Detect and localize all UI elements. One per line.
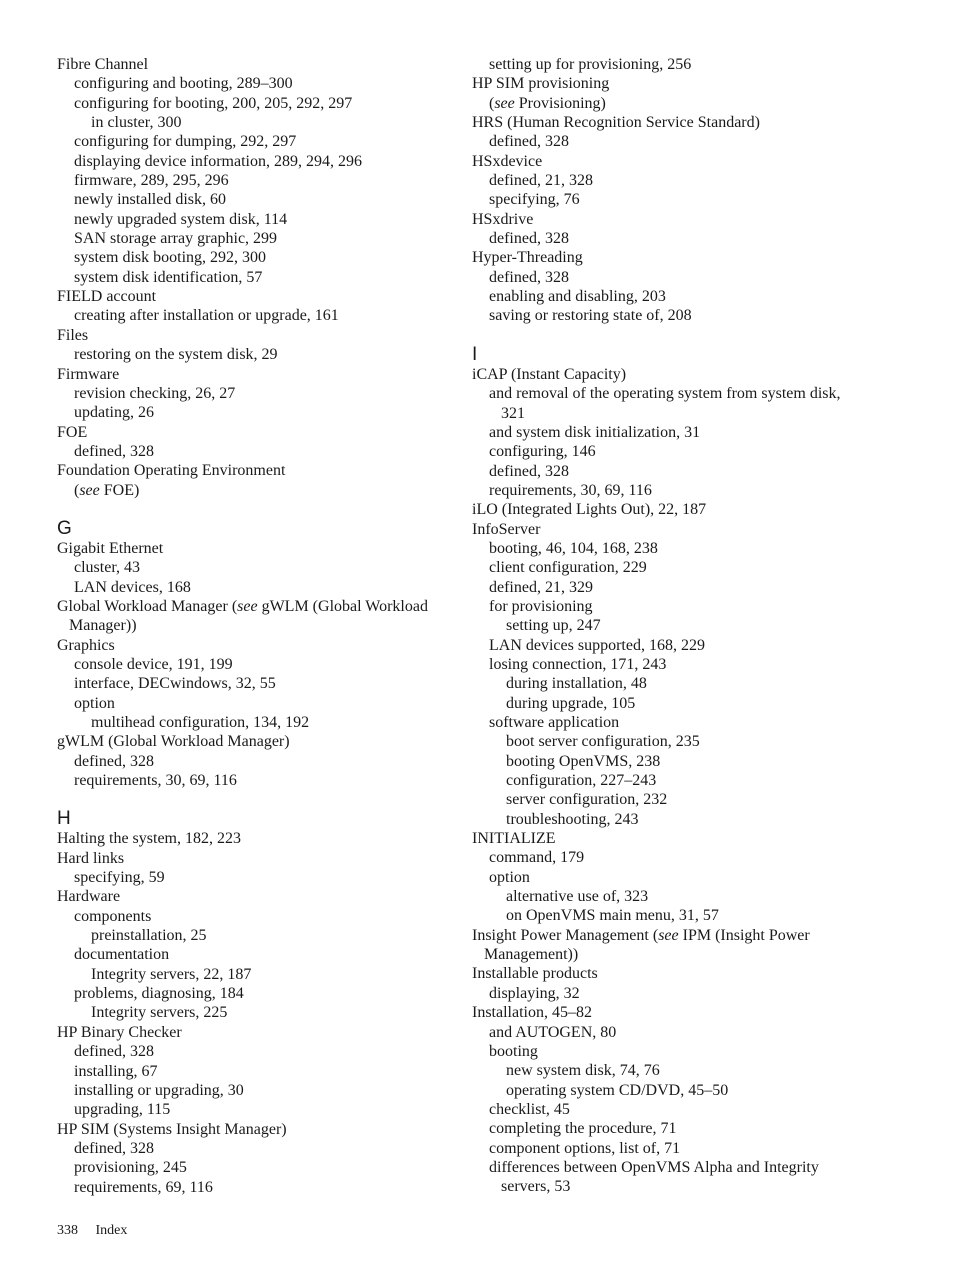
index-entry <box>472 171 872 190</box>
index-entry <box>472 74 872 93</box>
entry-text: Foundation Operating Environment <box>57 462 286 480</box>
index-group-h <box>57 829 457 1197</box>
entry-text: iCAP (Instant Capacity) <box>472 365 627 383</box>
index-entry <box>57 887 457 906</box>
entry-text: specifying, 59 <box>74 869 165 887</box>
index-entry <box>472 306 872 325</box>
index-entry <box>472 1023 872 1042</box>
entry-text: installing or upgrading, 30 <box>74 1081 244 1099</box>
entry-text: defined, 328 <box>74 1139 154 1157</box>
page-number: 338 <box>57 1223 78 1238</box>
entry-text: booting <box>489 1042 538 1060</box>
entry-text: Provisioning) <box>514 94 606 112</box>
index-entry <box>57 190 457 209</box>
index-entry <box>57 945 457 964</box>
index-entry <box>57 326 457 345</box>
index-entry <box>57 461 457 480</box>
entry-text: server configuration, 232 <box>506 791 668 809</box>
index-entry <box>472 113 872 132</box>
index-entry <box>472 906 872 925</box>
index-entry <box>57 984 457 1003</box>
index-entry <box>57 113 457 132</box>
index-entry <box>472 55 872 74</box>
index-entry <box>472 94 872 113</box>
index-group-g <box>57 539 457 790</box>
index-group-h-continued <box>472 55 872 326</box>
entry-text: revision checking, 26, 27 <box>74 384 236 402</box>
entry-text: and AUTOGEN, 80 <box>489 1023 617 1041</box>
entry-text: installing, 67 <box>74 1062 158 1080</box>
entry-text: command, 179 <box>489 849 585 867</box>
index-entry <box>472 964 872 983</box>
entry-text: provisioning, 245 <box>74 1159 187 1177</box>
entry-text: booting, 46, 104, 168, 238 <box>489 539 658 557</box>
entry-text: requirements, 30, 69, 116 <box>74 772 237 790</box>
index-entry <box>472 887 872 906</box>
index-entry <box>472 945 872 964</box>
entry-text: new system disk, 74, 76 <box>506 1062 660 1080</box>
index-entry <box>57 268 457 287</box>
index-entry <box>57 1139 457 1158</box>
entry-text: FOE <box>57 423 88 441</box>
entry-text: completing the procedure, 71 <box>489 1120 677 1138</box>
entry-text: requirements, 30, 69, 116 <box>489 481 652 499</box>
entry-text: Graphics <box>57 636 115 654</box>
index-entry <box>472 190 872 209</box>
index-entry <box>57 210 457 229</box>
entry-text: defined, 328 <box>74 752 154 770</box>
entry-text: upgrading, 115 <box>74 1101 171 1119</box>
entry-text: saving or restoring state of, 208 <box>489 307 692 325</box>
index-entry <box>57 965 457 984</box>
entry-text: 321 <box>501 404 525 422</box>
see-reference: see <box>79 481 100 499</box>
entry-text: LAN devices supported, 168, 229 <box>489 636 705 654</box>
index-entry <box>57 655 457 674</box>
entry-text: displaying, 32 <box>489 984 580 1002</box>
index-group-f <box>57 55 457 500</box>
entry-text: option <box>74 694 115 712</box>
index-entry <box>472 462 872 481</box>
entry-text: servers, 53 <box>501 1178 571 1196</box>
entry-text: system disk booting, 292, 300 <box>74 249 267 267</box>
entry-text: losing connection, 171, 243 <box>489 655 667 673</box>
index-entry <box>472 248 872 267</box>
entry-text: Hardware <box>57 888 121 906</box>
entry-text: ( <box>489 94 495 112</box>
entry-text: HP Binary Checker <box>57 1023 182 1041</box>
index-entry <box>57 132 457 151</box>
entry-text: Manager)) <box>69 617 137 635</box>
entry-text: gWLM (Global Workload <box>257 597 428 615</box>
entry-text: iLO (Integrated Lights Out), 22, 187 <box>472 501 707 519</box>
entry-text: configuring, 146 <box>489 443 596 461</box>
index-entry <box>57 287 457 306</box>
entry-text: Firmware <box>57 365 120 383</box>
index-entry <box>472 520 872 539</box>
entry-text: option <box>489 868 530 886</box>
index-entry <box>57 616 457 635</box>
index-entry <box>472 868 872 887</box>
index-entry <box>57 481 457 500</box>
index-entry <box>57 1158 457 1177</box>
entry-text: troubleshooting, 243 <box>506 810 639 828</box>
entry-text: system disk identification, 57 <box>74 268 263 286</box>
index-entry <box>57 771 457 790</box>
index-entry <box>472 1119 872 1138</box>
section-letter-h: H <box>57 808 71 830</box>
index-entry <box>57 829 457 848</box>
index-entry <box>57 365 457 384</box>
entry-text: InfoServer <box>472 520 541 538</box>
entry-text: creating after installation or upgrade, 161 <box>74 307 339 325</box>
index-entry <box>472 1081 872 1100</box>
index-group-i <box>472 365 872 1197</box>
entry-text: Integrity servers, 22, 187 <box>91 965 252 983</box>
entry-text: configuration, 227–243 <box>506 772 657 790</box>
entry-text: configuring for dumping, 292, 297 <box>74 133 297 151</box>
index-column-right <box>472 55 872 1197</box>
index-entry <box>57 403 457 422</box>
index-entry <box>57 694 457 713</box>
index-entry <box>57 171 457 190</box>
entry-text: ( <box>74 481 80 499</box>
index-entry <box>472 229 872 248</box>
entry-text: during installation, 48 <box>506 675 647 693</box>
entry-text: requirements, 69, 116 <box>74 1178 213 1196</box>
index-entry <box>57 248 457 267</box>
entry-text: in cluster, 300 <box>91 114 182 132</box>
index-entry <box>57 597 457 616</box>
index-entry <box>57 306 457 325</box>
entry-text: HP SIM (Systems Insight Manager) <box>57 1120 287 1138</box>
entry-text: FOE) <box>99 481 140 499</box>
index-entry <box>472 1061 872 1080</box>
index-entry <box>472 481 872 500</box>
index-entry <box>57 752 457 771</box>
entry-text: defined, 21, 328 <box>489 172 593 190</box>
entry-text: setting up for provisioning, 256 <box>489 56 692 73</box>
index-entry <box>57 539 457 558</box>
index-entry <box>57 558 457 577</box>
index-entry <box>472 732 872 751</box>
section-letter-i: I <box>472 343 478 365</box>
entry-text: Global Workload Manager ( <box>57 597 238 615</box>
index-entry <box>57 229 457 248</box>
entry-text: Insight Power Management ( <box>472 926 659 944</box>
entry-text: during upgrade, 105 <box>506 694 636 712</box>
entry-text: Installation, 45–82 <box>472 1004 592 1022</box>
entry-text: for provisioning <box>489 597 593 615</box>
entry-text: firmware, 289, 295, 296 <box>74 172 229 190</box>
entry-text: software application <box>489 714 620 731</box>
index-entry <box>472 268 872 287</box>
entry-text: defined, 328 <box>489 230 569 248</box>
index-entry <box>472 404 872 423</box>
entry-text: configuring for booting, 200, 205, 292, 297 <box>74 94 353 112</box>
entry-text: Files <box>57 326 89 344</box>
entry-text: defined, 21, 329 <box>489 578 593 596</box>
entry-text: defined, 328 <box>74 1043 154 1061</box>
index-entry <box>57 868 457 887</box>
index-entry <box>57 442 457 461</box>
index-entry <box>57 578 457 597</box>
entry-text: checklist, 45 <box>489 1100 570 1118</box>
entry-text: configuring and booting, 289–300 <box>74 75 293 93</box>
index-entry <box>57 384 457 403</box>
index-entry <box>472 500 872 519</box>
index-entry <box>472 539 872 558</box>
entry-text: and removal of the operating system from system disk, <box>489 385 841 403</box>
index-entry <box>472 1100 872 1119</box>
index-entry <box>472 829 872 848</box>
entry-text: differences between OpenVMS Alpha and Integrity <box>489 1158 819 1176</box>
entry-text: console device, 191, 199 <box>74 655 233 673</box>
entry-text: restoring on the system disk, 29 <box>74 346 278 364</box>
index-entry <box>472 636 872 655</box>
entry-text: documentation <box>74 946 170 964</box>
entry-text: alternative use of, 323 <box>506 888 649 906</box>
entry-text: on OpenVMS main menu, 31, 57 <box>506 907 719 925</box>
index-entry <box>57 674 457 693</box>
index-entry <box>472 848 872 867</box>
entry-text: defined, 328 <box>489 268 569 286</box>
index-entry <box>57 1100 457 1119</box>
index-entry <box>472 210 872 229</box>
index-entry <box>57 1003 457 1022</box>
index-entry <box>57 732 457 751</box>
index-entry <box>472 1139 872 1158</box>
entry-text: Hyper-Threading <box>472 249 583 267</box>
see-reference: see <box>658 926 679 944</box>
index-entry <box>472 442 872 461</box>
index-entry <box>472 1042 872 1061</box>
index-entry <box>472 365 872 384</box>
index-entry <box>57 423 457 442</box>
entry-text: displaying device information, 289, 294, 296 <box>74 152 362 170</box>
entry-text: cluster, 43 <box>74 559 141 577</box>
entry-text: boot server configuration, 235 <box>506 733 700 751</box>
index-entry <box>57 345 457 364</box>
entry-text: defined, 328 <box>489 133 569 151</box>
entry-text: Halting the system, 182, 223 <box>57 830 241 848</box>
entry-text: newly installed disk, 60 <box>74 191 226 209</box>
entry-text: booting OpenVMS, 238 <box>506 752 661 770</box>
entry-text: defined, 328 <box>74 442 154 460</box>
index-entry <box>472 694 872 713</box>
entry-text: enabling and disabling, 203 <box>489 288 666 306</box>
entry-text: defined, 328 <box>489 462 569 480</box>
entry-text: specifying, 76 <box>489 191 580 209</box>
index-entry <box>472 752 872 771</box>
section-letter-g: G <box>57 517 72 539</box>
index-entry <box>57 55 457 74</box>
index-entry <box>57 1062 457 1081</box>
entry-text: Hard links <box>57 849 125 867</box>
entry-text: client configuration, 229 <box>489 559 647 577</box>
index-entry <box>57 152 457 171</box>
entry-text: Fibre Channel <box>57 56 149 73</box>
index-entry <box>472 790 872 809</box>
index-entry <box>472 1003 872 1022</box>
entry-text: LAN devices, 168 <box>74 578 191 596</box>
index-entry <box>472 578 872 597</box>
index-entry <box>472 287 872 306</box>
index-entry <box>472 810 872 829</box>
index-entry <box>472 674 872 693</box>
index-column-left <box>57 55 457 1197</box>
entry-text: operating system CD/DVD, 45–50 <box>506 1081 729 1099</box>
index-entry <box>57 1042 457 1061</box>
index-entry <box>472 132 872 151</box>
index-entry <box>472 384 872 403</box>
index-entry <box>472 926 872 945</box>
see-reference: see <box>237 597 258 615</box>
page-footer <box>57 1222 127 1240</box>
index-entry <box>57 1120 457 1139</box>
index-entry <box>57 74 457 93</box>
entry-text: HSxdevice <box>472 152 543 170</box>
entry-text: gWLM (Global Workload Manager) <box>57 733 290 751</box>
index-entry <box>57 713 457 732</box>
entry-text: multihead configuration, 134, 192 <box>91 714 310 731</box>
entry-text: updating, 26 <box>74 404 154 422</box>
entry-text: interface, DECwindows, 32, 55 <box>74 675 276 693</box>
index-entry <box>472 984 872 1003</box>
index-entry <box>57 636 457 655</box>
index-entry <box>472 597 872 616</box>
entry-text: newly upgraded system disk, 114 <box>74 210 288 228</box>
entry-text: FIELD account <box>57 288 157 306</box>
entry-text: Gigabit Ethernet <box>57 539 164 557</box>
entry-text: and system disk initialization, 31 <box>489 423 701 441</box>
entry-text: IPM (Insight Power <box>678 926 810 944</box>
entry-text: SAN storage array graphic, 299 <box>74 230 278 248</box>
entry-text: HRS (Human Recognition Service Standard) <box>472 114 760 132</box>
index-entry <box>57 849 457 868</box>
index-entry <box>472 152 872 171</box>
index-entry <box>472 713 872 732</box>
index-entry <box>472 558 872 577</box>
entry-text: INITIALIZE <box>472 830 556 848</box>
entry-text: Integrity servers, 225 <box>91 1004 228 1022</box>
footer-section-label: Index <box>95 1223 128 1238</box>
see-reference: see <box>494 94 515 112</box>
index-entry <box>57 926 457 945</box>
entry-text: HSxdrive <box>472 210 534 228</box>
index-entry <box>57 1178 457 1197</box>
index-entry <box>472 1158 872 1177</box>
index-entry <box>57 1081 457 1100</box>
entry-text: setting up, 247 <box>506 617 601 635</box>
entry-text: Management)) <box>484 946 579 964</box>
entry-text: component options, list of, 71 <box>489 1139 681 1157</box>
entry-text: components <box>74 907 152 925</box>
index-entry <box>57 94 457 113</box>
entry-text: problems, diagnosing, 184 <box>74 985 244 1003</box>
entry-text: Installable products <box>472 965 598 983</box>
entry-text: HP SIM provisioning <box>472 75 610 93</box>
index-entry <box>472 655 872 674</box>
index-entry <box>57 1023 457 1042</box>
index-entry <box>472 771 872 790</box>
index-entry <box>472 1177 872 1196</box>
index-entry <box>472 423 872 442</box>
index-entry <box>472 616 872 635</box>
index-entry <box>57 907 457 926</box>
entry-text: preinstallation, 25 <box>91 927 207 945</box>
